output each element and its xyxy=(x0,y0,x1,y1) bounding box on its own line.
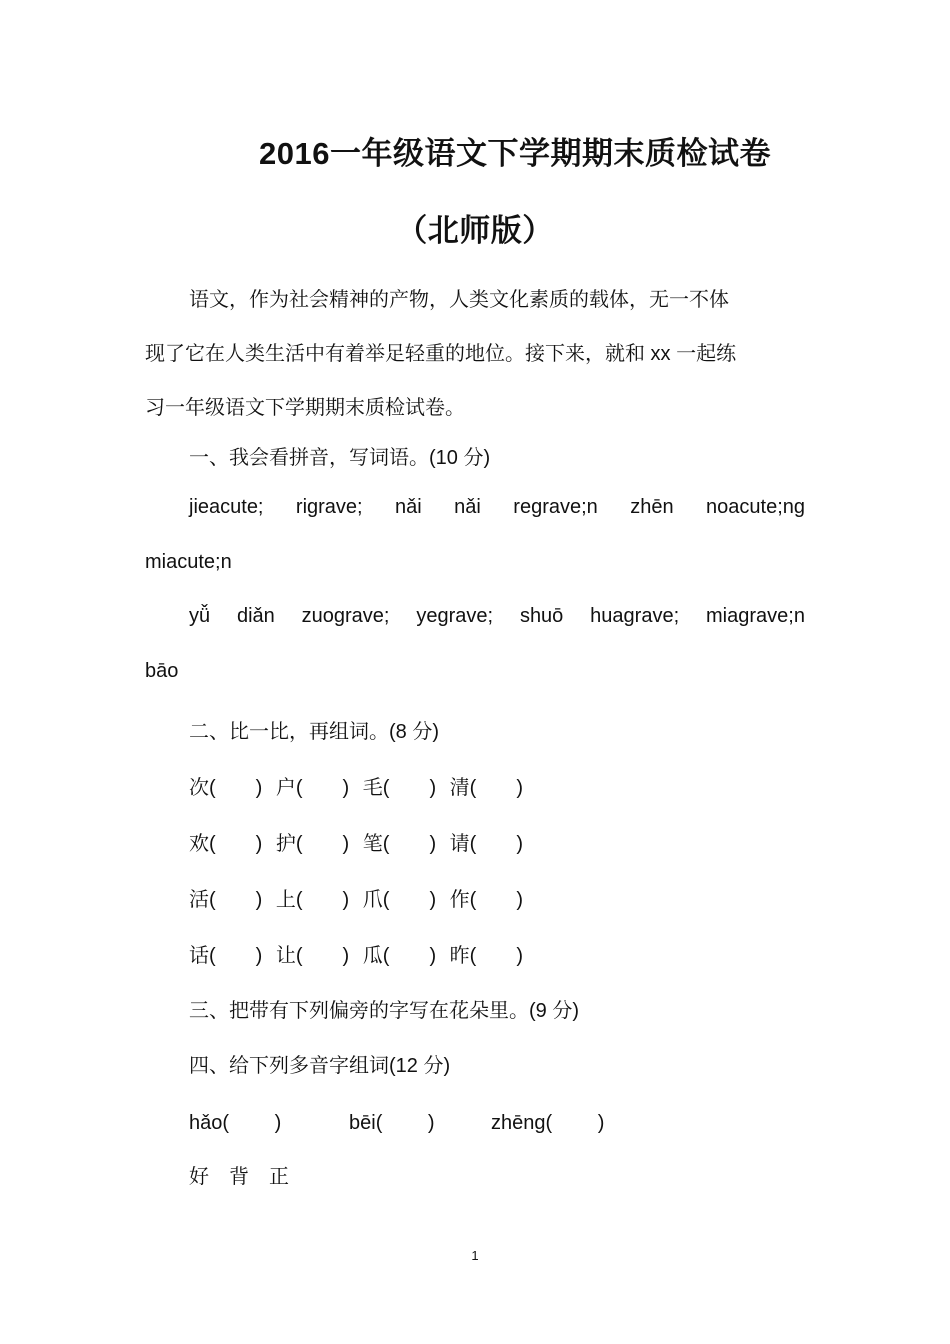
compare-item: 清( ) xyxy=(449,777,523,799)
compare-item: 昨( ) xyxy=(449,945,523,967)
page-number: 1 xyxy=(471,1248,479,1263)
pinyin-word: zhēn xyxy=(630,496,674,518)
compare-row-1 xyxy=(189,771,851,800)
pinyin-word: nǎi xyxy=(395,496,422,518)
section4-heading: 四、给下列多音字组词(12 分) xyxy=(189,1055,451,1077)
pinyin-word: yegrave; xyxy=(416,605,494,627)
compare-item: 笔( ) xyxy=(362,833,437,855)
pinyin-word: shuō xyxy=(519,605,564,627)
polyphone-item: hǎo( ) xyxy=(189,1112,282,1134)
pinyin-word: diǎn xyxy=(236,605,275,627)
pinyin-word: yǚ xyxy=(189,605,211,627)
compare-row-3 xyxy=(189,883,851,912)
document-title-line2: （北师版） xyxy=(396,213,554,248)
compare-item: 护( ) xyxy=(275,833,350,855)
pinyin-row-1 xyxy=(189,496,805,519)
document-title-line1: 2016一年级语文下学期期末质检试卷 xyxy=(259,136,771,171)
compare-item: 次( ) xyxy=(189,777,263,799)
section3-heading: 三、把带有下列偏旁的字写在花朵里。(9 分) xyxy=(189,1000,579,1022)
compare-item: 活( ) xyxy=(189,889,263,911)
intro-line3: 习一年级语文下学期期末质检试卷。 xyxy=(145,397,465,419)
polyphone-item: zhēng( ) xyxy=(491,1112,605,1134)
compare-item: 瓜( ) xyxy=(362,945,437,967)
pinyin-word: regrave;n xyxy=(513,496,598,518)
pinyin-word: huagrave; xyxy=(590,605,680,627)
compare-item: 欢( ) xyxy=(189,833,263,855)
pinyin-word: zuograve; xyxy=(301,605,390,627)
compare-row-2 xyxy=(189,827,851,856)
section2-heading: 二、比一比，再组词。(8 分) xyxy=(189,721,439,743)
compare-item: 户( ) xyxy=(275,777,350,799)
intro-line1: 语文，作为社会精神的产物，人类文化素质的载体，无一不体 xyxy=(189,289,729,311)
pinyin-word: nǎi xyxy=(454,496,481,518)
compare-item: 话( ) xyxy=(189,945,263,967)
compare-item: 毛( ) xyxy=(362,777,437,799)
pinyin-word: rigrave; xyxy=(295,496,363,518)
polyphone-item: bēi( ) xyxy=(349,1112,435,1134)
pinyin-row-2-wrap: bāo xyxy=(145,660,179,682)
pinyin-word: noacute;ng xyxy=(706,496,805,518)
pinyin-row-2 xyxy=(189,605,805,628)
section1-heading: 一、我会看拼音，写词语。(10 分) xyxy=(189,447,491,469)
intro-line2: 现了它在人类生活中有着举足轻重的地位。接下来，就和 xx 一起练 xyxy=(145,343,737,365)
pinyin-word: jieacute; xyxy=(189,496,264,518)
compare-item: 作( ) xyxy=(449,889,523,911)
compare-item: 让( ) xyxy=(275,945,350,967)
compare-row-4 xyxy=(189,939,851,968)
compare-item: 爪( ) xyxy=(362,889,437,911)
compare-item: 请( ) xyxy=(449,833,523,855)
compare-item: 上( ) xyxy=(275,889,350,911)
polyphone-pinyin-row xyxy=(189,1106,851,1135)
pinyin-row-1-wrap: miacute;n xyxy=(145,551,232,573)
polyphone-char-row: 好 背 正 xyxy=(189,1166,289,1188)
pinyin-word: miagrave;n xyxy=(706,605,805,627)
